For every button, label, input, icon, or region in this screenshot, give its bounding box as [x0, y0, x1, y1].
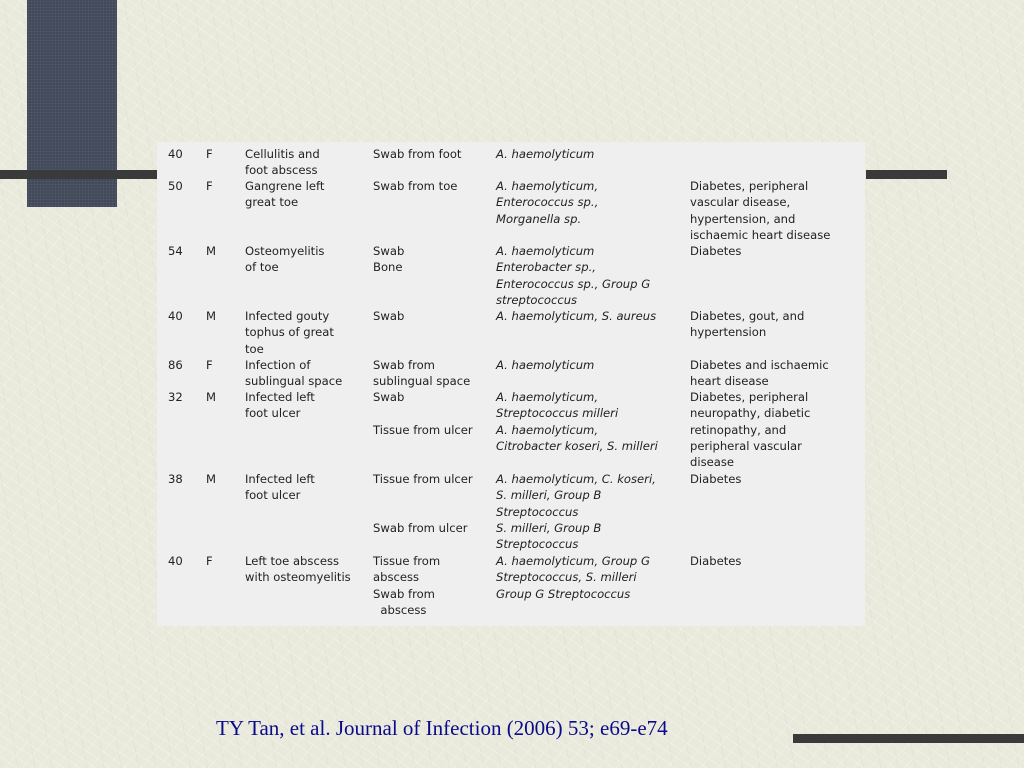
cell-comorbidities: Diabetes [690, 472, 742, 486]
cell-comorbidities: Diabetes, peripheral vascular disease, hypertension, and ischaemic heart disease [690, 179, 831, 242]
case-table [157, 142, 865, 626]
cell-sex: F [206, 554, 213, 568]
cell-specimen: Tissue from abscess Swab from abscess [373, 554, 441, 617]
cell-organisms: A. haemolyticum Enterobacter sp., Enterococcus sp., Group G streptococcus [496, 244, 651, 307]
citation: TY Tan, et al. Journal of Infection (2006) 53; e69-e74 [216, 716, 668, 740]
cell-age: 86 [168, 358, 183, 372]
cell-age: 40 [168, 554, 183, 568]
cell-diagnosis: Infected left foot ulcer [245, 390, 315, 421]
cell-age: 32 [168, 390, 183, 404]
cell-sex: M [206, 309, 217, 323]
cell-organisms: A. haemolyticum, S. aureus [496, 309, 657, 323]
cell-age: 50 [168, 179, 183, 193]
cell-specimen: Swab from sublingual space [373, 358, 471, 389]
cell-sex: M [206, 390, 217, 404]
cell-specimen: Swab [373, 309, 405, 323]
cell-comorbidities: Diabetes, gout, and hypertension [690, 309, 805, 340]
cell-diagnosis: Cellulitis and foot abscess [245, 147, 320, 178]
cell-age: 40 [168, 309, 183, 323]
cell-diagnosis: Infected gouty tophus of great toe [245, 309, 334, 356]
cell-organisms: A. haemolyticum, Streptococcus milleri A. haemolyticum, Citrobacter koseri, S. milleri [496, 390, 658, 453]
cell-age: 38 [168, 472, 183, 486]
cell-specimen: Swab Bone [373, 244, 405, 275]
cell-specimen: Swab Tissue from ulcer [373, 390, 473, 437]
decorative-rule-left [0, 170, 160, 179]
decorative-rule-right [866, 170, 947, 179]
cell-sex: F [206, 147, 213, 161]
cell-comorbidities: Diabetes [690, 554, 742, 568]
cell-age: 40 [168, 147, 183, 161]
decorative-rule-bottom [793, 734, 1024, 743]
cell-diagnosis: Left toe abscess with osteomyelitis [245, 554, 351, 585]
cell-diagnosis: Infected left foot ulcer [245, 472, 315, 503]
cell-sex: F [206, 358, 213, 372]
cell-diagnosis: Osteomyelitis of toe [245, 244, 325, 275]
cell-organisms: A. haemolyticum, Group G Streptococcus, S. milleri Group G Streptococcus [496, 554, 650, 601]
cell-comorbidities: Diabetes and ischaemic heart disease [690, 358, 829, 389]
cell-specimen: Swab from toe [373, 179, 458, 193]
cell-age: 54 [168, 244, 183, 258]
cell-diagnosis: Gangrene left great toe [245, 179, 325, 210]
cell-sex: M [206, 472, 217, 486]
cell-organisms: A. haemolyticum, C. koseri, S. milleri, Group B Streptococcus S. milleri, Group B Streptococcus [496, 472, 656, 552]
cell-organisms: A. haemolyticum [496, 358, 595, 372]
cell-specimen: Swab from foot [373, 147, 462, 161]
cell-organisms: A. haemolyticum [496, 147, 595, 161]
cell-sex: F [206, 179, 213, 193]
cell-comorbidities: Diabetes, peripheral neuropathy, diabetic retinopathy, and peripheral vascular disease [690, 390, 811, 470]
cell-specimen: Tissue from ulcer Swab from ulcer [373, 472, 473, 535]
cell-comorbidities: Diabetes [690, 244, 742, 258]
cell-diagnosis: Infection of sublingual space [245, 358, 343, 389]
cell-sex: M [206, 244, 217, 258]
cell-organisms: A. haemolyticum, Enterococcus sp., Morganella sp. [496, 179, 599, 226]
